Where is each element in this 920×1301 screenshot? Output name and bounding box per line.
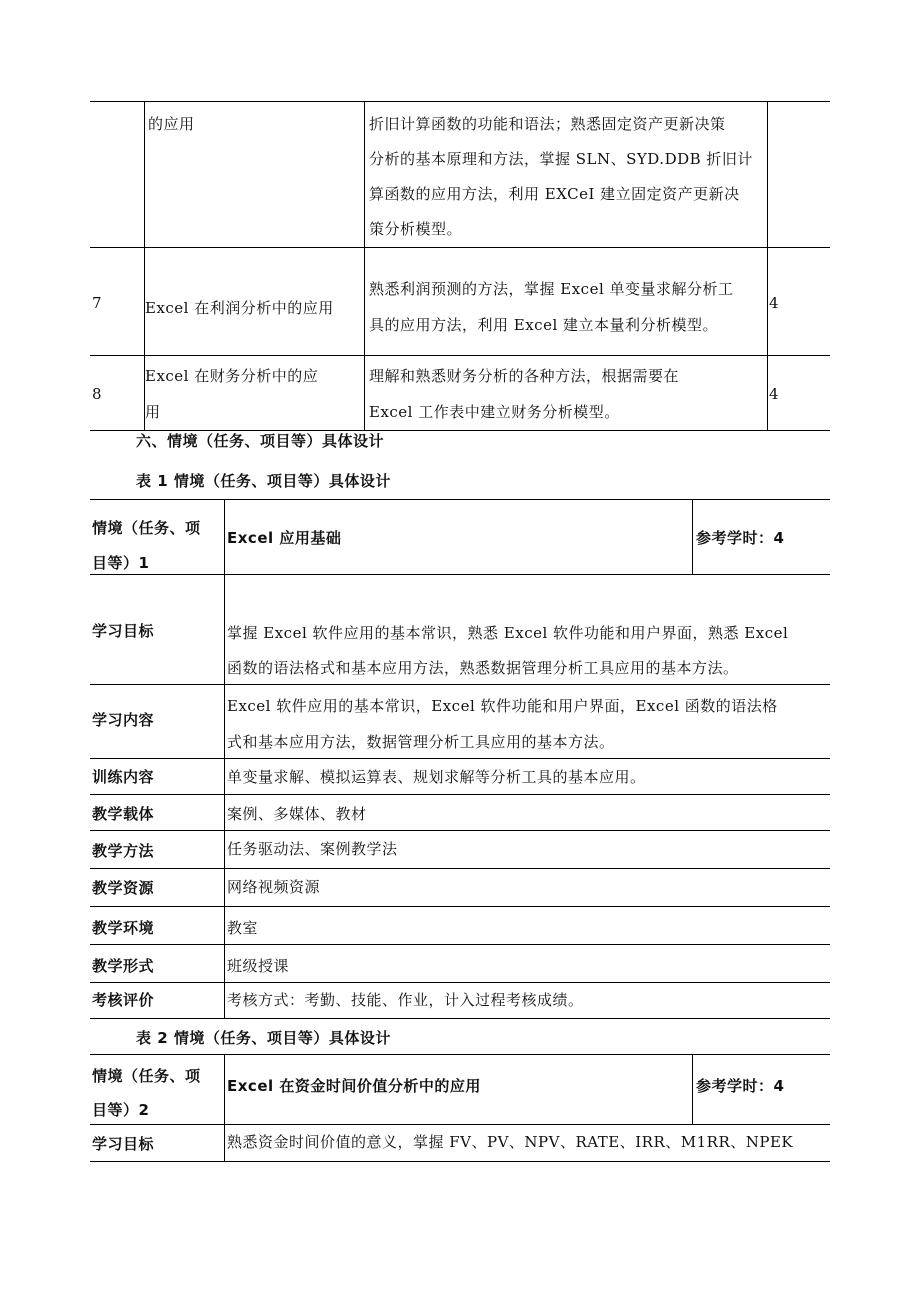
course-desc-line: 熟悉利润预测的方法，掌握 Excel 单变量求解分析工	[369, 280, 734, 298]
table-border	[90, 574, 830, 575]
course-number: 8	[92, 385, 103, 403]
course-desc-line: 折旧计算函数的功能和语法；熟悉固定资产更新决策	[369, 115, 726, 133]
table2-header-label: 情境（任务、项	[92, 1067, 201, 1085]
course-desc-line: 理解和熟悉财务分析的各种方法，根据需要在	[369, 367, 680, 385]
row-content-line: 任务驱动法、案例教学法	[227, 840, 398, 858]
table-border	[692, 499, 693, 574]
table-border	[90, 868, 830, 869]
course-title: Excel 在财务分析中的应	[145, 367, 319, 385]
row-label: 教学载体	[92, 805, 155, 823]
table-border	[90, 499, 830, 500]
table-border	[90, 1018, 830, 1019]
table-border	[692, 1054, 693, 1125]
course-desc-line: Excel 工作表中建立财务分析模型。	[369, 403, 620, 421]
table1-header-label: 目等）1	[92, 554, 150, 572]
row-label: 学习目标	[92, 622, 155, 640]
table2-header-title: Excel 在资金时间价值分析中的应用	[227, 1077, 481, 1095]
row-content-line: 班级授课	[227, 957, 290, 975]
course-title: Excel 在利润分析中的应用	[145, 299, 334, 317]
row-content-line: Excel 软件应用的基本常识，Excel 软件功能和用户界面，Excel 函数的语法格	[227, 697, 778, 715]
course-desc-line: 具的应用方法，利用 Excel 建立本量利分析模型。	[369, 316, 719, 334]
table1-caption: 表 1 情境（任务、项目等）具体设计	[136, 472, 391, 490]
table-border	[90, 906, 830, 907]
table-border	[90, 355, 830, 356]
row-content-line: 考核方式：考勤、技能、作业，计入过程考核成绩。	[227, 991, 584, 1009]
course-hours: 4	[769, 385, 780, 403]
row-label: 学习内容	[92, 711, 155, 729]
course-number: 7	[92, 294, 103, 312]
table1-header-title: Excel 应用基础	[227, 529, 342, 547]
row-content-line: 熟悉资金时间价值的意义，掌握 FV、PV、NPV、RATE、IRR、M1RR、NPEK	[227, 1133, 794, 1151]
row-label: 教学环境	[92, 919, 155, 937]
course-title: 的应用	[148, 115, 195, 133]
table2-header-hours: 参考学时：4	[696, 1077, 785, 1095]
row-content-line: 掌握 Excel 软件应用的基本常识，熟悉 Excel 软件功能和用户界面，熟悉 Excel	[227, 624, 789, 642]
row-content-line: 网络视频资源	[227, 878, 321, 896]
table2-header-label: 目等）2	[92, 1101, 150, 1119]
course-desc-line: 分析的基本原理和方法，掌握 SLN、SYD.DDB 折旧计	[369, 150, 753, 168]
row-label: 教学资源	[92, 879, 155, 897]
table-border	[90, 1054, 830, 1055]
table1-header-label: 情境（任务、项	[92, 519, 201, 537]
row-label: 教学方法	[92, 842, 155, 860]
table1-header-hours: 参考学时：4	[696, 529, 785, 547]
section-heading: 六、情境（任务、项目等）具体设计	[136, 432, 385, 450]
row-content-line: 单变量求解、模拟运算表、规划求解等分析工具的基本应用。	[227, 768, 646, 786]
course-hours: 4	[769, 294, 780, 312]
row-label: 训练内容	[92, 768, 155, 786]
course-desc-line: 策分析模型。	[369, 220, 463, 238]
table-border	[364, 101, 365, 431]
table-border	[90, 944, 830, 945]
row-content-line: 教室	[227, 919, 259, 937]
row-label: 学习目标	[92, 1135, 155, 1153]
table-border	[224, 499, 225, 1019]
row-label: 教学形式	[92, 957, 155, 975]
row-content-line: 函数的语法格式和基本应用方法，熟悉数据管理分析工具应用的基本方法。	[227, 659, 739, 677]
table-border	[90, 247, 830, 248]
row-label: 考核评价	[92, 991, 155, 1009]
table-border	[767, 101, 768, 431]
table-border	[90, 830, 830, 831]
table-border	[224, 1054, 225, 1162]
course-title: 用	[145, 403, 161, 421]
row-content-line: 案例、多媒体、教材	[227, 805, 367, 823]
table-border	[90, 1161, 830, 1162]
row-content-line: 式和基本应用方法，数据管理分析工具应用的基本方法。	[227, 733, 615, 751]
course-desc-line: 算函数的应用方法，利用 EXCeI 建立固定资产更新决	[369, 185, 740, 203]
table-border	[90, 101, 830, 102]
table2-caption: 表 2 情境（任务、项目等）具体设计	[136, 1029, 391, 1047]
